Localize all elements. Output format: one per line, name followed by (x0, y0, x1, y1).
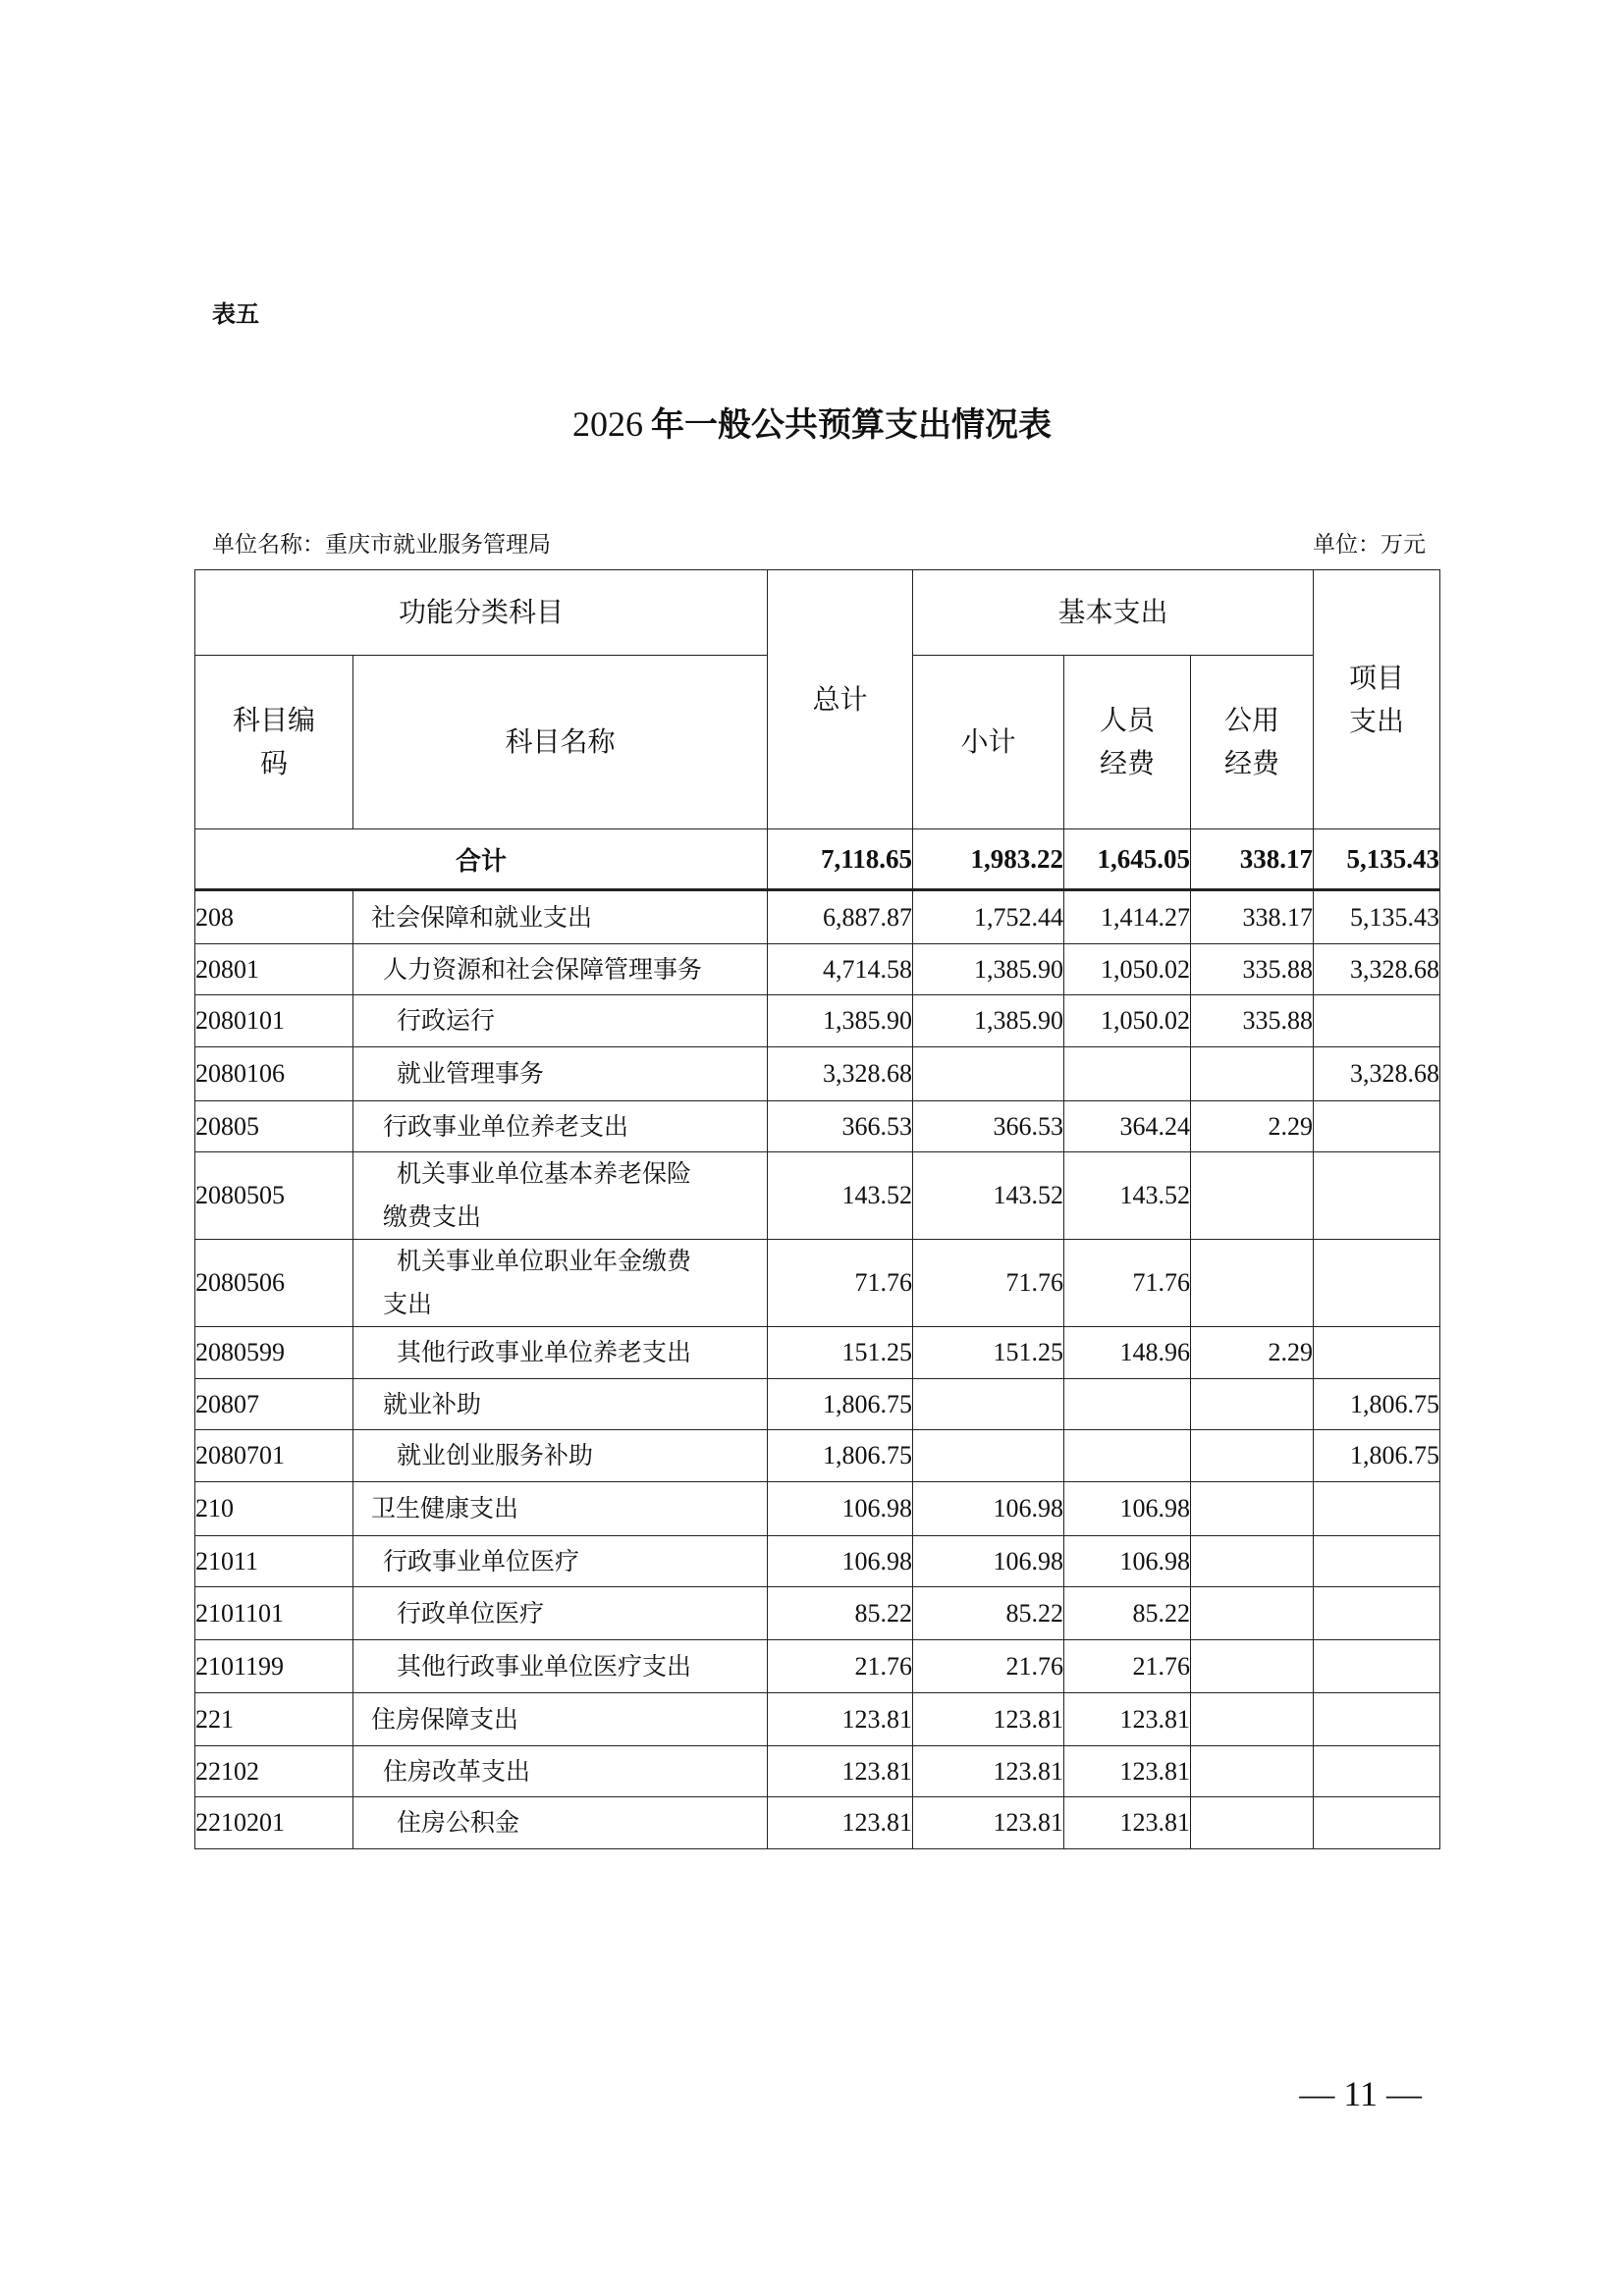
row-project (1314, 1587, 1440, 1640)
row-public (1191, 1693, 1314, 1746)
row-name: 行政运行 (353, 995, 768, 1047)
row-subtotal: 1,752.44 (913, 890, 1064, 944)
header-code (195, 656, 353, 829)
row-total: 1,806.75 (768, 1430, 913, 1482)
row-subtotal: 1,385.90 (913, 995, 1064, 1047)
row-project: 3,328.68 (1314, 1047, 1440, 1101)
budget-table (194, 569, 1440, 1849)
total-public: 338.17 (1191, 829, 1314, 890)
header-personnel-line2: 经费 (1100, 747, 1156, 779)
table-row (195, 1536, 1440, 1587)
row-code: 2080701 (195, 1430, 353, 1482)
title-year: 2026 (572, 404, 643, 444)
row-name: 就业管理事务 (353, 1047, 768, 1101)
row-code: 2210201 (195, 1797, 353, 1849)
page-title (0, 398, 1624, 446)
header-subtotal: 小计 (913, 656, 1064, 829)
table-row (195, 890, 1440, 944)
row-subtotal: 71.76 (913, 1240, 1064, 1327)
row-public (1191, 1379, 1314, 1430)
header-public (1191, 656, 1314, 829)
row-code: 20801 (195, 944, 353, 995)
table-row (195, 1379, 1440, 1430)
total-subtotal: 1,983.22 (913, 829, 1064, 890)
row-subtotal (913, 1379, 1064, 1430)
row-public: 335.88 (1191, 995, 1314, 1047)
row-code: 20807 (195, 1379, 353, 1430)
row-name-line1: 机关事业单位基本养老保险 (397, 1159, 692, 1188)
row-project (1314, 1536, 1440, 1587)
row-personnel: 1,414.27 (1064, 890, 1191, 944)
row-project (1314, 1152, 1440, 1240)
row-name: 就业补助 (353, 1379, 768, 1430)
table-row (195, 1797, 1440, 1849)
row-subtotal: 123.81 (913, 1693, 1064, 1746)
row-project (1314, 1693, 1440, 1746)
header-public-line2: 经费 (1224, 747, 1280, 779)
row-subtotal: 106.98 (913, 1536, 1064, 1587)
header-project-line1: 项目 (1349, 661, 1405, 694)
row-subtotal: 123.81 (913, 1797, 1064, 1849)
row-name (353, 1240, 768, 1327)
unit-name: 单位名称：重庆市就业服务管理局 (212, 532, 551, 558)
row-personnel: 1,050.02 (1064, 944, 1191, 995)
row-name: 行政单位医疗 (353, 1587, 768, 1640)
row-code: 2080505 (195, 1152, 353, 1240)
row-personnel (1064, 1047, 1191, 1101)
row-total: 4,714.58 (768, 944, 913, 995)
header-public-line1: 公用 (1224, 704, 1280, 736)
row-subtotal: 123.81 (913, 1746, 1064, 1797)
header-name: 科目名称 (353, 656, 768, 829)
total-personnel: 1,645.05 (1064, 829, 1191, 890)
row-public (1191, 1536, 1314, 1587)
row-personnel (1064, 1379, 1191, 1430)
row-subtotal: 106.98 (913, 1482, 1064, 1536)
row-total: 123.81 (768, 1746, 913, 1797)
row-code: 20805 (195, 1101, 353, 1152)
row-code: 2080101 (195, 995, 353, 1047)
row-public (1191, 1746, 1314, 1797)
row-total: 106.98 (768, 1482, 913, 1536)
row-code: 2080106 (195, 1047, 353, 1101)
row-name: 其他行政事业单位养老支出 (353, 1327, 768, 1379)
table-row (195, 1746, 1440, 1797)
row-personnel: 123.81 (1064, 1693, 1191, 1746)
row-total: 21.76 (768, 1640, 913, 1693)
header-project (1314, 570, 1440, 829)
row-public (1191, 1430, 1314, 1482)
header-personnel (1064, 656, 1191, 829)
row-subtotal (913, 1047, 1064, 1101)
row-subtotal: 85.22 (913, 1587, 1064, 1640)
header-project-line2: 支出 (1349, 704, 1405, 737)
unit-label: 单位：万元 (1313, 532, 1426, 558)
row-public (1191, 1797, 1314, 1849)
row-personnel: 123.81 (1064, 1797, 1191, 1849)
row-total: 1,385.90 (768, 995, 913, 1047)
row-project: 1,806.75 (1314, 1430, 1440, 1482)
header-code-line1: 科目编 (232, 704, 315, 736)
row-name: 人力资源和社会保障管理事务 (353, 944, 768, 995)
row-project (1314, 1240, 1440, 1327)
row-subtotal (913, 1430, 1064, 1482)
row-name-line2: 缴费支出 (383, 1202, 482, 1231)
row-subtotal: 366.53 (913, 1101, 1064, 1152)
row-name: 住房公积金 (353, 1797, 768, 1849)
row-public: 2.29 (1191, 1101, 1314, 1152)
row-total: 6,887.87 (768, 890, 913, 944)
row-personnel: 143.52 (1064, 1152, 1191, 1240)
total-row (195, 829, 1440, 890)
row-code: 210 (195, 1482, 353, 1536)
row-personnel: 85.22 (1064, 1587, 1191, 1640)
total-project: 5,135.43 (1314, 829, 1440, 890)
row-name: 行政事业单位养老支出 (353, 1101, 768, 1152)
row-name: 行政事业单位医疗 (353, 1536, 768, 1587)
row-project (1314, 995, 1440, 1047)
row-subtotal: 21.76 (913, 1640, 1064, 1693)
table-row (195, 944, 1440, 995)
row-project (1314, 1797, 1440, 1849)
row-total: 1,806.75 (768, 1379, 913, 1430)
row-total: 85.22 (768, 1587, 913, 1640)
row-name: 社会保障和就业支出 (353, 890, 768, 944)
title-text: 年一般公共预算支出情况表 (651, 405, 1052, 445)
row-name (353, 1152, 768, 1240)
row-name: 其他行政事业单位医疗支出 (353, 1640, 768, 1693)
header-basic: 基本支出 (913, 570, 1314, 656)
row-code: 22102 (195, 1746, 353, 1797)
table-row (195, 995, 1440, 1047)
row-project (1314, 1327, 1440, 1379)
row-total: 3,328.68 (768, 1047, 913, 1101)
table-row (195, 1587, 1440, 1640)
row-subtotal: 1,385.90 (913, 944, 1064, 995)
row-project (1314, 1482, 1440, 1536)
row-code: 2080599 (195, 1327, 353, 1379)
row-project (1314, 1746, 1440, 1797)
row-project: 3,328.68 (1314, 944, 1440, 995)
row-name: 住房改革支出 (353, 1746, 768, 1797)
header-total: 总计 (768, 570, 913, 829)
row-public (1191, 1640, 1314, 1693)
row-personnel: 106.98 (1064, 1482, 1191, 1536)
row-total: 71.76 (768, 1240, 913, 1327)
row-code: 2101199 (195, 1640, 353, 1693)
row-personnel: 1,050.02 (1064, 995, 1191, 1047)
row-total: 106.98 (768, 1536, 913, 1587)
row-personnel: 21.76 (1064, 1640, 1191, 1693)
row-code: 208 (195, 890, 353, 944)
row-name: 住房保障支出 (353, 1693, 768, 1746)
row-public (1191, 1047, 1314, 1101)
table-row (195, 1640, 1440, 1693)
table-label: 表五 (212, 300, 259, 328)
total-total: 7,118.65 (768, 829, 913, 890)
row-project (1314, 1101, 1440, 1152)
row-subtotal: 143.52 (913, 1152, 1064, 1240)
unit-line (212, 526, 1426, 559)
table-row (195, 1240, 1440, 1327)
table-row (195, 1693, 1440, 1746)
row-total: 123.81 (768, 1693, 913, 1746)
row-personnel: 364.24 (1064, 1101, 1191, 1152)
row-subtotal: 151.25 (913, 1327, 1064, 1379)
row-personnel: 71.76 (1064, 1240, 1191, 1327)
row-public: 2.29 (1191, 1327, 1314, 1379)
row-code: 221 (195, 1693, 353, 1746)
page-number: — 11 — (1299, 2074, 1422, 2113)
row-name: 就业创业服务补助 (353, 1430, 768, 1482)
row-public (1191, 1587, 1314, 1640)
row-personnel: 148.96 (1064, 1327, 1191, 1379)
row-personnel: 106.98 (1064, 1536, 1191, 1587)
row-public (1191, 1482, 1314, 1536)
row-personnel (1064, 1430, 1191, 1482)
table-row (195, 1152, 1440, 1240)
table-row (195, 1430, 1440, 1482)
row-personnel: 123.81 (1064, 1746, 1191, 1797)
row-code: 2080506 (195, 1240, 353, 1327)
row-public: 335.88 (1191, 944, 1314, 995)
row-name-line1: 机关事业单位职业年金缴费 (397, 1247, 692, 1275)
row-name-line2: 支出 (383, 1290, 433, 1318)
row-project: 1,806.75 (1314, 1379, 1440, 1430)
header-personnel-line1: 人员 (1100, 704, 1156, 736)
row-public (1191, 1152, 1314, 1240)
row-project: 5,135.43 (1314, 890, 1440, 944)
row-public: 338.17 (1191, 890, 1314, 944)
row-total: 143.52 (768, 1152, 913, 1240)
row-total: 366.53 (768, 1101, 913, 1152)
table-row (195, 1047, 1440, 1101)
table-row (195, 1482, 1440, 1536)
row-project (1314, 1640, 1440, 1693)
table-row (195, 1101, 1440, 1152)
row-total: 151.25 (768, 1327, 913, 1379)
row-code: 21011 (195, 1536, 353, 1587)
total-label: 合计 (195, 829, 768, 890)
row-name: 卫生健康支出 (353, 1482, 768, 1536)
header-functional: 功能分类科目 (195, 570, 768, 656)
row-public (1191, 1240, 1314, 1327)
table-row (195, 1327, 1440, 1379)
row-total: 123.81 (768, 1797, 913, 1849)
row-code: 2101101 (195, 1587, 353, 1640)
header-code-line2: 码 (259, 747, 288, 779)
